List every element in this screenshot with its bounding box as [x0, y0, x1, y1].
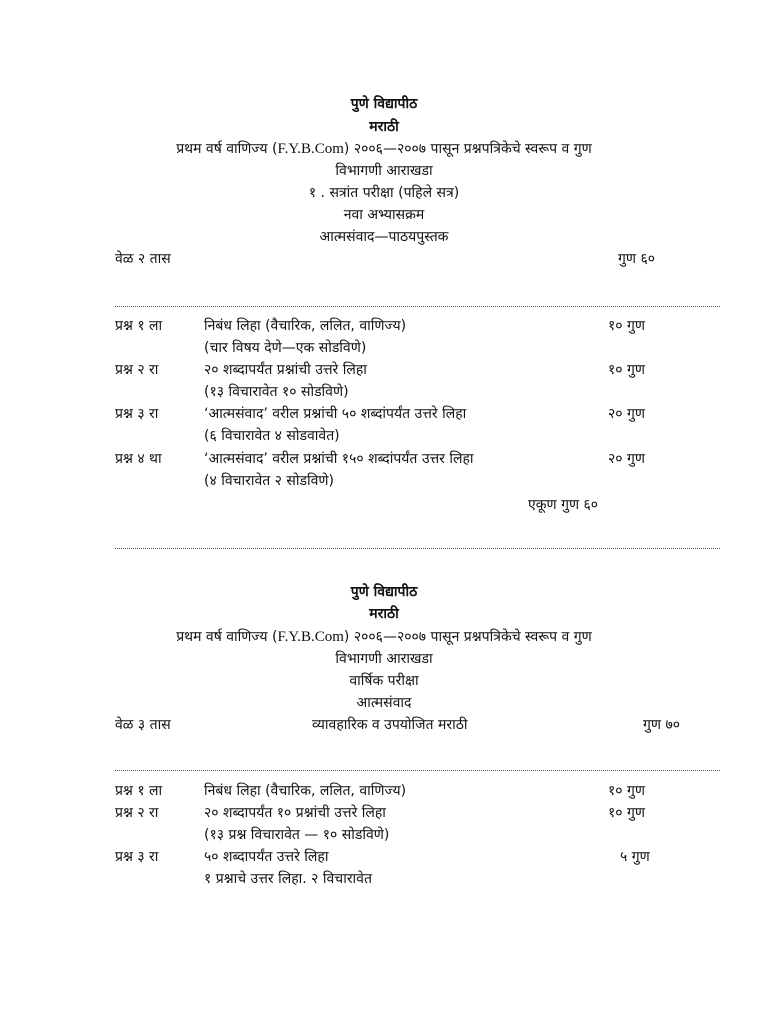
question-text: २० शब्दापर्यंत प्रश्नांची उत्तरे लिहा: [204, 362, 367, 378]
question-label: प्रश्न ३ रा: [115, 406, 159, 422]
question-text: ‘आत्मसंवाद’ वरील प्रश्नांची ५० शब्दांपर्यंत उत्तरे लिहा: [204, 406, 467, 422]
course-line: [0, 627, 768, 646]
question-marks: १० गुण: [608, 318, 646, 334]
question-text: ५० शब्दापर्यंत उत्तरे लिहा: [204, 849, 329, 865]
question-marks: १० गुण: [608, 783, 646, 799]
course-code: F.Y.B.Com: [277, 629, 344, 645]
question-marks: ५ गुण: [620, 849, 650, 865]
dotted-divider: [115, 770, 720, 771]
question-label: प्रश्न १ ला: [115, 783, 163, 799]
question-marks: २० गुण: [608, 451, 646, 467]
syllabus-line: नवा अभ्यासक्रम: [343, 207, 425, 223]
course-code: F.Y.B.Com: [277, 141, 344, 157]
question-label: प्रश्न २ रा: [115, 362, 159, 378]
time-label: वेळ ३ तास: [115, 717, 171, 733]
question-subtext: (६ विचारावेत ४ सोडवावेत): [204, 428, 340, 444]
subject-title: मराठी: [369, 119, 399, 135]
book-line: आत्मसंवाद: [356, 695, 412, 711]
course-suffix: ) २००६—२००७ पासून प्रश्नपत्रिकेचे स्वरूप व गुण: [343, 629, 592, 645]
question-marks: २० गुण: [608, 406, 646, 422]
question-subtext: (४ विचारावेत २ सोडविणे): [204, 473, 334, 489]
dotted-divider: [115, 548, 720, 549]
division-line: विभागणी आराखडा: [335, 651, 433, 667]
university-title: पुणे विद्यापीठ: [350, 96, 418, 112]
question-label: प्रश्न ४ था: [115, 451, 162, 467]
question-subtext: (चार विषय देणे—एक सोडविणे): [204, 340, 367, 356]
grand-total: एकूण गुण ६०: [528, 497, 599, 513]
total-marks-label: गुण ७०: [643, 717, 681, 733]
question-text: ‘आत्मसंवाद’ वरील प्रश्नांची १५० शब्दांपर्यंत उत्तर लिहा: [204, 451, 474, 467]
subject-title: मराठी: [369, 606, 399, 622]
question-marks: १० गुण: [608, 805, 646, 821]
exam-line: वार्षिक परीक्षा: [349, 673, 419, 689]
book-line: आत्मसंवाद—पाठयपुस्तक: [319, 229, 449, 245]
question-label: प्रश्न २ रा: [115, 805, 159, 821]
paper-title: व्यावहारिक व उपयोजित मराठी: [312, 717, 468, 733]
question-text: २० शब्दापर्यंत १० प्रश्नांची उत्तरे लिहा: [204, 805, 386, 821]
question-text: निबंध लिहा (वैचारिक, ललित, वाणिज्य): [204, 318, 407, 334]
question-label: प्रश्न १ ला: [115, 318, 163, 334]
dotted-divider: [115, 306, 720, 307]
course-line: [0, 139, 768, 158]
question-text: निबंध लिहा (वैचारिक, ललित, वाणिज्य): [204, 783, 407, 799]
question-subtext: १ प्रश्नाचे उत्तर लिहा. २ विचारावेत: [204, 871, 372, 887]
question-label: प्रश्न ३ रा: [115, 849, 159, 865]
time-label: वेळ २ तास: [115, 251, 171, 267]
course-prefix: प्रथम वर्ष वाणिज्य (: [176, 629, 278, 645]
question-marks: १० गुण: [608, 362, 646, 378]
exam-line: १ . सत्रांत परीक्षा (पहिले सत्र): [308, 185, 460, 201]
university-title: पुणे विद्यापीठ: [350, 584, 418, 600]
total-marks-label: गुण ६०: [618, 251, 656, 267]
course-prefix: प्रथम वर्ष वाणिज्य (: [176, 141, 278, 157]
question-subtext: (१३ प्रश्न विचारावेत — १० सोडविणे): [204, 827, 390, 843]
course-suffix: ) २००६—२००७ पासून प्रश्नपत्रिकेचे स्वरूप व गुण: [343, 141, 592, 157]
division-line: विभागणी आराखडा: [335, 163, 433, 179]
question-subtext: (१३ विचारावेत १० सोडविणे): [204, 384, 349, 400]
